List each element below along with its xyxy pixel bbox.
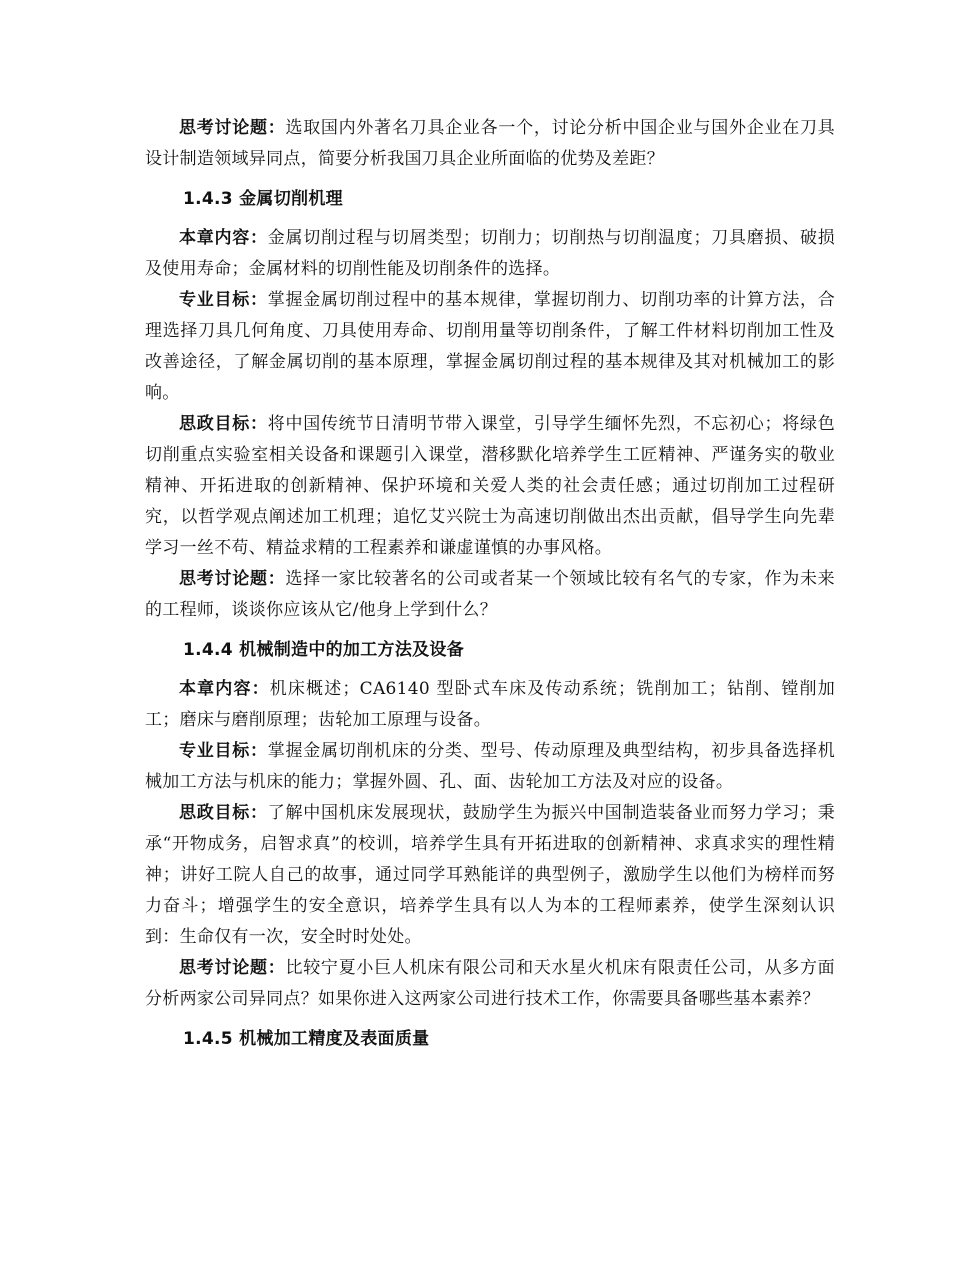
paragraph-ideology-goal-1 [145, 409, 835, 564]
paragraph-chapter-content-2 [145, 674, 835, 736]
section-heading-1-4-3: 1.4.3 金属切削机理 [183, 189, 343, 209]
paragraph-text: 了解中国机床发展现状，鼓励学生为振兴中国制造装备业而努力学习；秉承“开物成务，启智求真”的校训，培养学生具有开拓进取的创新精神、求真求实的理性精神；讲好工院人自己的故事，通过同学耳熟能详的典型例子，激励学生以他们为榜样而努力奋斗；增强学生的安全意识，培养学生具有以人为本的工程师素养，使学生深刻认识到：生命仅有一次，安全时时处处。 [145, 803, 836, 947]
paragraph-text: 选择一家比较著名的公司或者某一个领域比较有名气的专家，作为未来的工程师，谈谈你应该从它/他身上学到什么？ [145, 569, 835, 620]
section-heading-1-4-4: 1.4.4 机械制造中的加工方法及设备 [183, 640, 465, 660]
paragraph-label: 思政目标： [179, 803, 268, 823]
paragraph-text: 比较宁夏小巨人机床有限公司和天水星火机床有限责任公司，从多方面分析两家公司异同点？如果你进入这两家公司进行技术工作，你需要具备哪些基本素养？ [145, 958, 835, 1009]
paragraph-text: 掌握金属切削机床的分类、型号、传动原理及典型结构，初步具备选择机械加工方法与机床的能力；掌握外圆、孔、面、齿轮加工方法及对应的设备。 [145, 741, 836, 792]
paragraph-ideology-goal-2 [145, 798, 835, 953]
paragraph-chapter-content-1 [145, 223, 835, 285]
paragraph-discussion-3 [145, 953, 835, 1015]
paragraph-text: 将中国传统节日清明节带入课堂，引导学生缅怀先烈，不忘初心；将绿色切削重点实验室相关设备和课题引入课堂，潜移默化培养学生工匠精神、严谨务实的敬业精神、开拓进取的创新精神、保护环境和关爱人类的社会责任感；通过切削加工过程研究，以哲学观点阐述加工机理；追忆艾兴院士为高速切削做出杰出贡献，倡导学生向先辈学习一丝不苟、精益求精的工程素养和谦虚谨慎的办事风格。 [145, 414, 836, 558]
paragraph-label: 思考讨论题： [179, 958, 286, 978]
paragraph-professional-goal-2 [145, 736, 835, 798]
paragraph-discussion-2 [145, 564, 835, 626]
paragraph-text: 选取国内外著名刀具企业各一个，讨论分析中国企业与国外企业在刀具设计制造领域异同点，简要分析我国刀具企业所面临的优势及差距？ [145, 118, 835, 169]
paragraph-label: 本章内容： [179, 228, 268, 248]
section-heading-1-4-5: 1.4.5 机械加工精度及表面质量 [183, 1029, 430, 1049]
paragraph-text: 金属切削过程与切屑类型；切削力；切削热与切削温度；刀具磨损、破损及使用寿命；金属材料的切削性能及切削条件的选择。 [145, 228, 836, 279]
paragraph-text: 机床概述；CA6140 型卧式车床及传动系统；铣削加工；钻削、镗削加工；磨床与磨削原理；齿轮加工原理与设备。 [145, 679, 835, 730]
paragraph-label: 本章内容： [179, 679, 270, 699]
paragraph-label: 专业目标： [179, 290, 268, 310]
paragraph-label: 思考讨论题： [179, 569, 286, 589]
paragraph-text: 掌握金属切削过程中的基本规律，掌握切削力、切削功率的计算方法，合理选择刀具几何角度、刀具使用寿命、切削用量等切削条件，了解工件材料切削加工性及改善途径，了解金属切削的基本原理，掌握金属切削过程的基本规律及其对机械加工的影响。 [145, 290, 836, 403]
paragraph-label: 专业目标： [179, 741, 268, 761]
paragraph-label: 思考讨论题： [179, 118, 286, 138]
paragraph-discussion-1 [145, 113, 835, 175]
document-body [145, 113, 835, 1063]
paragraph-label: 思政目标： [179, 414, 268, 434]
paragraph-professional-goal-1 [145, 285, 835, 409]
